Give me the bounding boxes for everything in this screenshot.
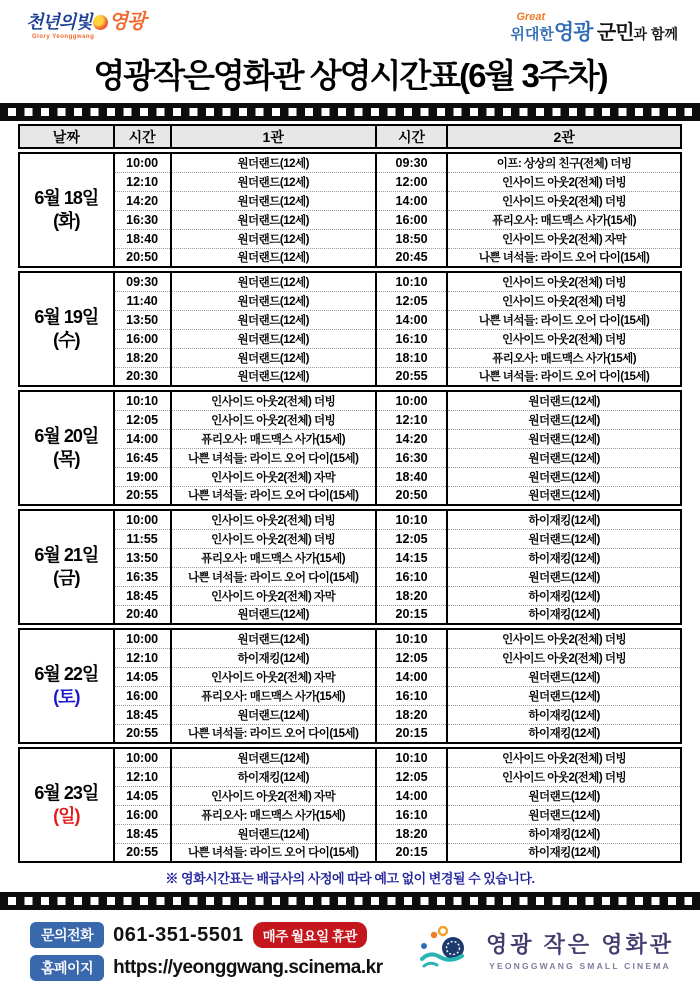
- showtime-row: [19, 767, 681, 786]
- time-theater2: 20:50: [376, 486, 447, 505]
- col-header-date: 날짜: [19, 125, 114, 148]
- movie-theater1: 인사이드 아웃2(전체) 자막: [171, 467, 376, 486]
- showtime-row: [19, 391, 681, 410]
- movie-theater1: 나쁜 녀석들: 라이드 오어 다이(15세): [171, 567, 376, 586]
- showtime-row: [19, 586, 681, 605]
- movie-theater2: 원더랜드(12세): [447, 567, 681, 586]
- weekday-text: (금): [53, 568, 80, 588]
- time-theater2: 20:15: [376, 724, 447, 743]
- page-title: 영광작은영화관 상영시간표(6월 3주차): [93, 57, 607, 94]
- movie-theater2: 인사이드 아웃2(전체) 더빙: [447, 629, 681, 648]
- showtime-row: [19, 467, 681, 486]
- day-block: [18, 271, 682, 387]
- movie-theater2: 인사이드 아웃2(전체) 더빙: [447, 291, 681, 310]
- movie-theater1: 원더랜드(12세): [171, 229, 376, 248]
- time-theater2: 10:10: [376, 629, 447, 648]
- movie-theater2: 원더랜드(12세): [447, 429, 681, 448]
- time-theater1: 14:05: [114, 667, 171, 686]
- movie-theater2: 원더랜드(12세): [447, 667, 681, 686]
- time-theater1: 20:55: [114, 724, 171, 743]
- col-header-theater2: 2관: [447, 125, 681, 148]
- day-block: [18, 152, 682, 268]
- date-cell: [19, 629, 114, 743]
- movie-theater1: 퓨리오사: 매드맥스 사가(15세): [171, 548, 376, 567]
- movie-theater1: 인사이드 아웃2(전체) 더빙: [171, 510, 376, 529]
- sun-icon: [93, 15, 108, 30]
- showtime-row: [19, 448, 681, 467]
- movie-theater2: 인사이드 아웃2(전체) 더빙: [447, 748, 681, 767]
- movie-theater1: 원더랜드(12세): [171, 172, 376, 191]
- cinema-logo: [420, 922, 674, 972]
- showtime-row: [19, 429, 681, 448]
- time-theater1: 16:30: [114, 210, 171, 229]
- movie-theater2: 인사이드 아웃2(전체) 더빙: [447, 172, 681, 191]
- day-block: [18, 509, 682, 625]
- county-logo-subtext: Glory Yeonggwang: [32, 34, 95, 40]
- phone-row: [30, 922, 383, 948]
- time-theater2: 12:05: [376, 648, 447, 667]
- showtime-row: [19, 310, 681, 329]
- date-text: 6월 23일: [34, 782, 99, 803]
- time-theater1: 11:40: [114, 291, 171, 310]
- date-cell: [19, 510, 114, 624]
- time-theater2: 14:00: [376, 191, 447, 210]
- time-theater1: 18:20: [114, 348, 171, 367]
- date-text: 6월 22일: [34, 663, 99, 684]
- time-theater2: 18:20: [376, 824, 447, 843]
- col-header-time1: 시간: [114, 125, 171, 148]
- showtime-row: [19, 705, 681, 724]
- movie-theater1: 나쁜 녀석들: 라이드 오어 다이(15세): [171, 448, 376, 467]
- date-cell: [19, 272, 114, 386]
- time-theater2: 14:15: [376, 548, 447, 567]
- showtime-row: [19, 667, 681, 686]
- movie-theater1: 원더랜드(12세): [171, 705, 376, 724]
- movie-theater2: 하이재킹(12세): [447, 724, 681, 743]
- time-theater1: 16:00: [114, 686, 171, 705]
- movie-theater2: 인사이드 아웃2(전체) 자막: [447, 229, 681, 248]
- time-theater2: 10:10: [376, 510, 447, 529]
- movie-theater2: 원더랜드(12세): [447, 486, 681, 505]
- time-theater1: 20:30: [114, 367, 171, 386]
- time-theater1: 16:35: [114, 567, 171, 586]
- time-theater2: 20:15: [376, 605, 447, 624]
- time-theater1: 10:00: [114, 153, 171, 172]
- showtime-row: [19, 805, 681, 824]
- slogan-word3: 군민: [596, 22, 634, 44]
- time-theater1: 20:40: [114, 605, 171, 624]
- showtime-row: [19, 529, 681, 548]
- time-theater2: 20:45: [376, 248, 447, 267]
- showtime-row: [19, 272, 681, 291]
- time-theater2: 10:00: [376, 391, 447, 410]
- contact-info: [30, 922, 383, 981]
- movie-theater2: 퓨리오사: 매드맥스 사가(15세): [447, 210, 681, 229]
- movie-theater2: 원더랜드(12세): [447, 805, 681, 824]
- showtime-row: [19, 348, 681, 367]
- showtime-row: [19, 329, 681, 348]
- time-theater2: 12:05: [376, 767, 447, 786]
- schedule-area: [0, 121, 700, 863]
- movie-theater1: 인사이드 아웃2(전체) 더빙: [171, 529, 376, 548]
- movie-theater1: 나쁜 녀석들: 라이드 오어 다이(15세): [171, 724, 376, 743]
- showtime-row: [19, 629, 681, 648]
- time-theater2: 16:10: [376, 329, 447, 348]
- showtime-row: [19, 172, 681, 191]
- day-block: [18, 747, 682, 863]
- movie-theater1: 원더랜드(12세): [171, 191, 376, 210]
- showtime-row: [19, 410, 681, 429]
- time-theater2: 12:00: [376, 172, 447, 191]
- movie-theater1: 원더랜드(12세): [171, 629, 376, 648]
- time-theater2: 18:20: [376, 705, 447, 724]
- cinema-logo-text: [486, 928, 674, 971]
- cinema-name-english: YEONGGWANG SMALL CINEMA: [489, 960, 671, 971]
- col-header-time2: 시간: [376, 125, 447, 148]
- movie-theater1: 퓨리오사: 매드맥스 사가(15세): [171, 429, 376, 448]
- time-theater1: 16:00: [114, 329, 171, 348]
- time-theater1: 12:05: [114, 410, 171, 429]
- time-theater1: 18:45: [114, 586, 171, 605]
- day-block: [18, 390, 682, 506]
- phone-label: 문의전화: [30, 922, 104, 948]
- showtime-row: [19, 486, 681, 505]
- showtime-row: [19, 153, 681, 172]
- movie-theater2: 인사이드 아웃2(전체) 더빙: [447, 272, 681, 291]
- time-theater2: 18:40: [376, 467, 447, 486]
- time-theater2: 16:00: [376, 210, 447, 229]
- date-text: 6월 20일: [34, 425, 99, 446]
- homepage-row: [30, 955, 383, 981]
- showtime-row: [19, 548, 681, 567]
- movie-theater1: 원더랜드(12세): [171, 329, 376, 348]
- movie-theater1: 인사이드 아웃2(전체) 더빙: [171, 391, 376, 410]
- showtime-row: [19, 843, 681, 862]
- showtime-row: [19, 724, 681, 743]
- date-cell: [19, 391, 114, 505]
- movie-theater1: 나쁜 녀석들: 라이드 오어 다이(15세): [171, 843, 376, 862]
- showtime-row: [19, 291, 681, 310]
- time-theater2: 12:05: [376, 529, 447, 548]
- time-theater1: 12:10: [114, 172, 171, 191]
- time-theater1: 14:05: [114, 786, 171, 805]
- weekday-text: (수): [53, 330, 80, 350]
- time-theater1: 18:40: [114, 229, 171, 248]
- time-theater1: 10:00: [114, 748, 171, 767]
- time-theater2: 16:10: [376, 686, 447, 705]
- slogan-word2: 영광: [553, 21, 593, 44]
- movie-theater2: 퓨리오사: 매드맥스 사가(15세): [447, 348, 681, 367]
- movie-theater2: 원더랜드(12세): [447, 529, 681, 548]
- showtime-row: [19, 367, 681, 386]
- weekday-text: (화): [53, 211, 80, 231]
- showtime-row: [19, 248, 681, 267]
- col-header-theater1: 1관: [171, 125, 376, 148]
- cinema-name-korean: 영광 작은 영화관: [486, 931, 674, 957]
- time-theater1: 16:45: [114, 448, 171, 467]
- county-logo-main: 천년의빛: [26, 12, 92, 32]
- movie-theater2: 원더랜드(12세): [447, 686, 681, 705]
- movie-theater2: 하이재킹(12세): [447, 586, 681, 605]
- footer: [0, 910, 700, 981]
- time-theater1: 12:10: [114, 648, 171, 667]
- homepage-label: 홈페이지: [30, 955, 104, 981]
- time-theater2: 20:55: [376, 367, 447, 386]
- slogan-logo: [510, 12, 678, 43]
- movie-theater1: 인사이드 아웃2(전체) 자막: [171, 586, 376, 605]
- movie-theater2: 인사이드 아웃2(전체) 더빙: [447, 191, 681, 210]
- movie-theater2: 하이재킹(12세): [447, 548, 681, 567]
- time-theater2: 18:10: [376, 348, 447, 367]
- showtime-row: [19, 605, 681, 624]
- slogan-script: Great: [516, 11, 546, 23]
- movie-theater1: 원더랜드(12세): [171, 248, 376, 267]
- time-theater2: 20:15: [376, 843, 447, 862]
- movie-theater1: 원더랜드(12세): [171, 210, 376, 229]
- showtime-row: [19, 786, 681, 805]
- time-theater1: 16:00: [114, 805, 171, 824]
- county-logo: [26, 12, 145, 40]
- showtime-row: [19, 648, 681, 667]
- movie-theater1: 인사이드 아웃2(전체) 자막: [171, 667, 376, 686]
- movie-theater1: 원더랜드(12세): [171, 367, 376, 386]
- filmstrip-bottom: [0, 892, 700, 910]
- movie-theater2: 인사이드 아웃2(전체) 더빙: [447, 329, 681, 348]
- county-logo-text: [26, 12, 145, 32]
- date-cell: [19, 748, 114, 862]
- time-theater1: 10:10: [114, 391, 171, 410]
- movie-theater1: 퓨리오사: 매드맥스 사가(15세): [171, 686, 376, 705]
- time-theater2: 16:30: [376, 448, 447, 467]
- movie-theater2: 인사이드 아웃2(전체) 더빙: [447, 648, 681, 667]
- movie-theater2: 원더랜드(12세): [447, 467, 681, 486]
- showtime-row: [19, 229, 681, 248]
- movie-theater1: 원더랜드(12세): [171, 272, 376, 291]
- time-theater2: 14:00: [376, 786, 447, 805]
- header-logo-row: [0, 0, 700, 48]
- movie-theater2: 원더랜드(12세): [447, 448, 681, 467]
- day-block: [18, 628, 682, 744]
- time-theater2: 16:10: [376, 805, 447, 824]
- weekday-text: (일): [53, 806, 80, 826]
- date-text: 6월 19일: [34, 306, 99, 327]
- showtime-row: [19, 824, 681, 843]
- movie-theater2: 이프: 상상의 친구(전체) 더빙: [447, 153, 681, 172]
- movie-theater1: 원더랜드(12세): [171, 748, 376, 767]
- movie-theater1: 원더랜드(12세): [171, 291, 376, 310]
- movie-theater1: 하이재킹(12세): [171, 648, 376, 667]
- time-theater2: 10:10: [376, 748, 447, 767]
- time-theater2: 18:20: [376, 586, 447, 605]
- movie-theater1: 하이재킹(12세): [171, 767, 376, 786]
- showtime-row: [19, 686, 681, 705]
- date-text: 6월 21일: [34, 544, 99, 565]
- movie-theater1: 인사이드 아웃2(전체) 더빙: [171, 410, 376, 429]
- time-theater1: 11:55: [114, 529, 171, 548]
- movie-theater2: 하이재킹(12세): [447, 843, 681, 862]
- movie-theater1: 퓨리오사: 매드맥스 사가(15세): [171, 805, 376, 824]
- closed-notice-badge: 매주 월요일 휴관: [253, 922, 367, 948]
- cinema-logo-icon: [420, 926, 478, 972]
- time-theater2: 09:30: [376, 153, 447, 172]
- time-theater1: 20:55: [114, 843, 171, 862]
- movie-theater2: 하이재킹(12세): [447, 605, 681, 624]
- time-theater1: 09:30: [114, 272, 171, 291]
- time-theater1: 13:50: [114, 548, 171, 567]
- county-logo-accent: 영광: [108, 11, 146, 33]
- movie-theater2: 나쁜 녀석들: 라이드 오어 다이(15세): [447, 367, 681, 386]
- time-theater1: 13:50: [114, 310, 171, 329]
- movie-theater1: 원더랜드(12세): [171, 824, 376, 843]
- time-theater1: 19:00: [114, 467, 171, 486]
- time-theater2: 14:00: [376, 667, 447, 686]
- movie-theater2: 나쁜 녀석들: 라이드 오어 다이(15세): [447, 310, 681, 329]
- movie-theater2: 하이재킹(12세): [447, 824, 681, 843]
- movie-theater1: 원더랜드(12세): [171, 310, 376, 329]
- time-theater1: 14:00: [114, 429, 171, 448]
- movie-theater1: 인사이드 아웃2(전체) 자막: [171, 786, 376, 805]
- movie-theater2: 원더랜드(12세): [447, 391, 681, 410]
- time-theater1: 10:00: [114, 510, 171, 529]
- time-theater1: 10:00: [114, 629, 171, 648]
- date-cell: [19, 153, 114, 267]
- time-theater2: 14:20: [376, 429, 447, 448]
- phone-number: 061-351-5501: [113, 923, 244, 946]
- showtime-row: [19, 210, 681, 229]
- movie-theater2: 원더랜드(12세): [447, 786, 681, 805]
- day-blocks: [18, 152, 682, 863]
- time-theater1: 18:45: [114, 824, 171, 843]
- time-theater1: 14:20: [114, 191, 171, 210]
- homepage-url: https://yeonggwang.scinema.kr: [113, 957, 383, 978]
- time-theater2: 16:10: [376, 567, 447, 586]
- time-theater1: 18:45: [114, 705, 171, 724]
- showtime-row: [19, 567, 681, 586]
- time-theater2: 12:05: [376, 291, 447, 310]
- movie-theater1: 원더랜드(12세): [171, 348, 376, 367]
- movie-theater2: 원더랜드(12세): [447, 410, 681, 429]
- weekday-text: (토): [53, 687, 80, 707]
- showtime-row: [19, 191, 681, 210]
- movie-theater1: 나쁜 녀석들: 라이드 오어 다이(15세): [171, 486, 376, 505]
- time-theater2: 10:10: [376, 272, 447, 291]
- time-theater2: 18:50: [376, 229, 447, 248]
- schedule-change-note: ※ 영화시간표는 배급사의 사정에 따라 예고 없이 변경될 수 있습니다.: [165, 871, 535, 886]
- weekday-text: (목): [53, 449, 80, 469]
- schedule-header-table: [18, 124, 682, 149]
- time-theater1: 20:55: [114, 486, 171, 505]
- time-theater1: 12:10: [114, 767, 171, 786]
- movie-theater2: 나쁜 녀석들: 라이드 오어 다이(15세): [447, 248, 681, 267]
- movie-theater2: 하이재킹(12세): [447, 510, 681, 529]
- filmstrip-top: [0, 103, 700, 121]
- time-theater2: 12:10: [376, 410, 447, 429]
- showtime-row: [19, 748, 681, 767]
- date-text: 6월 18일: [34, 187, 99, 208]
- movie-theater1: 원더랜드(12세): [171, 605, 376, 624]
- slogan-word4: 과 함께: [633, 26, 678, 42]
- movie-theater1: 원더랜드(12세): [171, 153, 376, 172]
- time-theater1: 20:50: [114, 248, 171, 267]
- movie-theater2: 하이재킹(12세): [447, 705, 681, 724]
- time-theater2: 14:00: [376, 310, 447, 329]
- slogan-word1: 위대한: [510, 26, 554, 43]
- movie-theater2: 인사이드 아웃2(전체) 더빙: [447, 767, 681, 786]
- showtime-row: [19, 510, 681, 529]
